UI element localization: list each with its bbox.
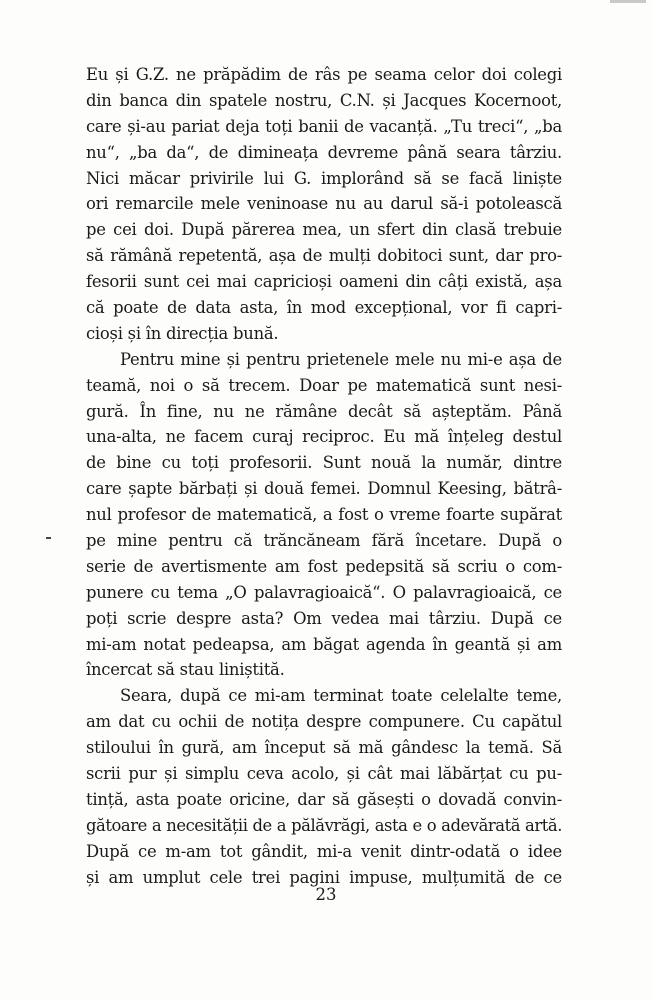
text-line: de bine cu toți profesorii. Sunt nouă la număr, dintre <box>86 453 562 473</box>
text-line: încercat să stau liniștită. <box>86 660 285 680</box>
text-line: care șapte bărbați și două femei. Domnul Keesing, bătrâ- <box>86 479 562 499</box>
text-line: După ce m-am tot gândit, mi-a venit dintr-odată o idee <box>86 841 562 861</box>
body-text <box>86 62 562 891</box>
text-line: cioși și în direcția bună. <box>86 323 279 343</box>
scan-edge-mark <box>610 0 646 3</box>
text-line: poți scrie despre asta? Om vedea mai târziu. După ce <box>86 608 562 628</box>
paragraph-start-line: Pentru mine și pentru prietenele mele nu mi-e așa de <box>120 349 562 369</box>
paragraph-start-line: Seara, după ce mi-am terminat toate celelalte teme, <box>120 686 562 706</box>
text-line: pe mine pentru că trăncăneam fără încetare. După o <box>86 531 562 551</box>
text-line: teamă, noi o să trecem. Doar pe matematică sunt nesi- <box>86 375 562 395</box>
text-line: și am umplut cele trei pagini impuse, mulțumită de ce <box>86 867 562 887</box>
page-number: 23 <box>315 885 337 904</box>
margin-mark <box>46 537 51 539</box>
text-line: gătoare a necesității de a pălăvrăgi, asta e o adevărată artă. <box>86 815 562 835</box>
text-line: Nici măcar privirile lui G. implorând să se facă liniște <box>86 168 562 188</box>
text-line: nu“, „ba da“, de dimineața devreme până seara târziu. <box>86 142 562 162</box>
text-line: nul profesor de matematică, a fost o vreme foarte supărat <box>86 505 562 525</box>
text-line: scrii pur și simplu ceva acolo, și cât mai lăbărțat cu pu- <box>86 764 562 784</box>
text-line: care și-au pariat deja toți banii de vacanță. „Tu treci“, „ba <box>86 116 562 136</box>
text-line: din banca din spatele nostru, C.N. și Jacques Kocernoot, <box>86 90 562 110</box>
text-line: una-alta, ne facem curaj reciproc. Eu mă înțeleg destul <box>86 427 562 447</box>
text-line: că poate de data asta, în mod excepțional, vor fi capri- <box>86 298 562 318</box>
text-line: tință, asta poate oricine, dar să găsești o dovadă convin- <box>86 789 562 809</box>
text-line: fesorii sunt cei mai capricioși oameni din câți există, așa <box>86 272 562 292</box>
text-line: mi-am notat pedeapsa, am băgat agenda în geantă și am <box>86 634 562 654</box>
text-line: pe cei doi. După părerea mea, un sfert din clasă trebuie <box>86 220 562 240</box>
text-line: Eu și G.Z. ne prăpădim de râs pe seama celor doi colegi <box>86 65 562 84</box>
text-line: punere cu tema „O palavragioaică“. O palavragioaică, ce <box>86 582 562 602</box>
text-line: gură. În fine, nu ne rămâne decât să așteptăm. Până <box>86 401 562 421</box>
text-line: am dat cu ochii de notița despre compunere. Cu capătul <box>86 712 562 732</box>
text-line: serie de avertismente am fost pedepsită să scriu o com- <box>86 556 562 576</box>
text-line: stiloului în gură, am început să mă gândesc la temă. Să <box>86 738 562 758</box>
text-line: să rămână repetentă, așa de mulți dobitoci sunt, dar pro- <box>86 246 562 266</box>
text-line: ori remarcile mele veninoase nu au darul să-i potolească <box>86 194 562 214</box>
